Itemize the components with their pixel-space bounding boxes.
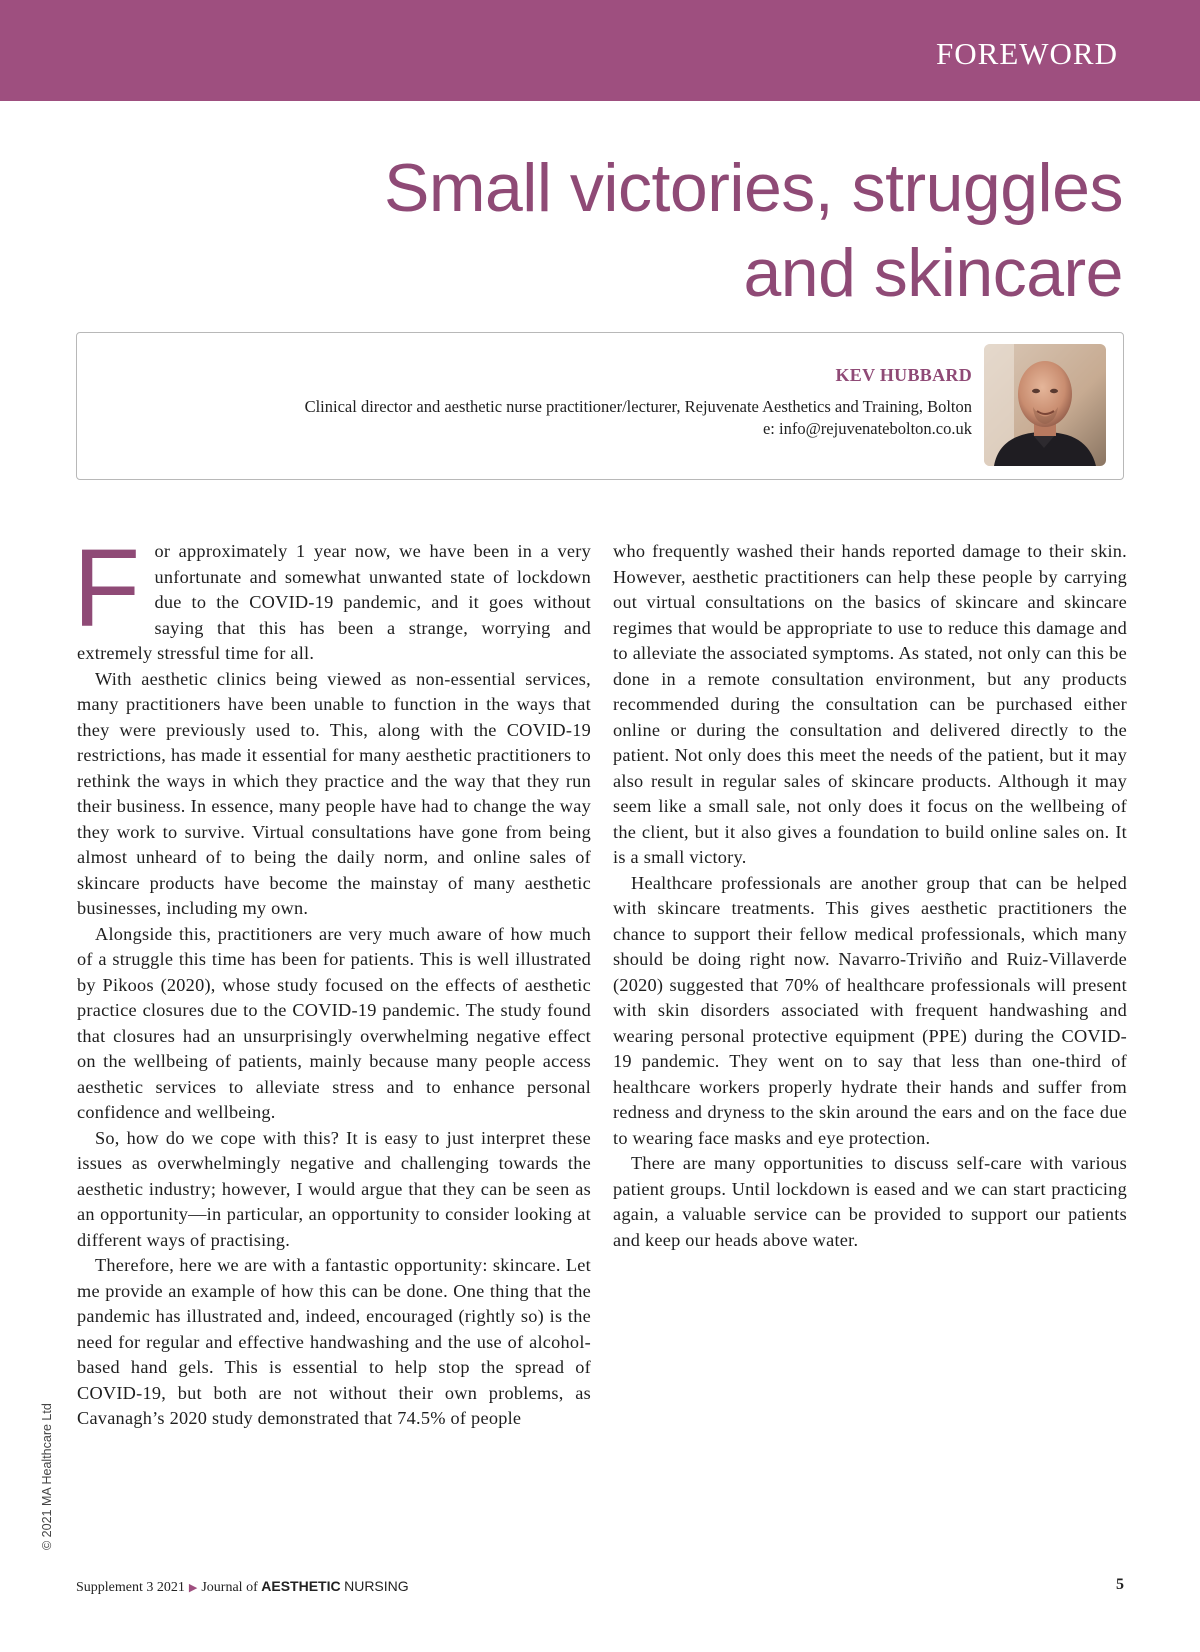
author-box [76, 332, 1124, 480]
paragraph-4: So, how do we cope with this? It is easy to just interpret these issues as overwhelmingly negative and challenging towards the aesthetic industry; however, I would argue that they can be seen as an opportunity—in particular, an opportunity to consider looking at different ways of practising. [77, 1127, 591, 1250]
footer-supplement: Supplement 3 2021 [76, 1580, 185, 1595]
article-title [223, 146, 1123, 316]
author-name: KEV HUBBARD [835, 365, 972, 385]
paragraph-6: who frequently washed their hands reported damage to their skin. However, aesthetic practitioners can help these people by carrying out virtual consultations on the basics of skincare and skincare regimes that would be appropriate to use to reduce this damage and to alleviate the associated symptoms. As stated, not only can this be done in a remote consultation environment, but any products recommended during the consultation can be purchased either online or during the consultation and delivered directly to the patient. Not only does this meet the needs of the patient, but it may also result in regular sales of skincare products. Although it may seem like a small sale, not only does it focus on the wellbeing of the client, but it also gives a foundation to build online sales on. It is a small victory. [613, 541, 1127, 867]
paragraph-8: There are many opportunities to discuss self-care with various patient groups. Until lockdown is eased and we can start practicing again, a valuable service can be provided to support our patients and keep our heads above water. [613, 1153, 1127, 1250]
paragraph-3: Alongside this, practitioners are very much aware of how much of a struggle this time has been for patients. This is well illustrated by Pikoos (2020), whose study focused on the effects of aesthetic practice closures due to the COVID-19 pandemic. The study found that closures had an unsurprisingly overwhelming negative effect on the wellbeing of patients, mainly because many people access aesthetic services to alleviate stress and to enhance personal confidence and wellbeing. [77, 923, 591, 1122]
drop-cap: F [73, 527, 141, 650]
author-portrait-image [984, 344, 1106, 466]
footer [76, 1578, 409, 1596]
right-column [613, 539, 1127, 1253]
paragraph-2: With aesthetic clinics being viewed as non-essential services, many practitioners have been unable to function in the ways that they were previously used to. This, along with the COVID-19 restrictions, has made it essential for many aesthetic practitioners to rethink the ways in which they practice and the way that they run their business. In essence, many people have had to change the way they work to survive. Virtual consultations have gone from being almost unheard of to being the daily norm, and online sales of skincare products have become the mainstay of many aesthetic businesses, including my own. [77, 668, 591, 918]
article-title-line-1: Small victories, struggles [383, 150, 1123, 226]
footer-journal-suffix: NURSING [344, 1578, 409, 1594]
page-number: 5 [1116, 1576, 1124, 1593]
header-band [0, 0, 1200, 101]
paragraph-1 [73, 527, 591, 667]
paragraph-5: Therefore, here we are with a fantastic opportunity: skincare. Let me provide an example of how this can be done. One thing that the pandemic has illustrated and, indeed, encouraged (rightly so) is the need for regular and effective handwashing and the use of alcohol-based hand gels. This is essential to help stop the spread of COVID-19, but both are not without their own problems, as Cavanagh’s 2020 study demonstrated that 74.5% of people [77, 1255, 591, 1428]
author-photo [984, 344, 1106, 466]
section-label: FOREWORD [936, 36, 1118, 71]
left-column [73, 527, 591, 1432]
author-email: e: info@rejuvenatebolton.co.uk [762, 419, 972, 438]
author-role: Clinical director and aesthetic nurse practitioner/lecturer, Rejuvenate Aesthetics and Training, Bolton [304, 397, 972, 416]
article-title-line-2: and skincare [743, 235, 1123, 311]
triangle-right-icon: ▶ [188, 1582, 198, 1594]
footer-journal-brand: AESTHETIC [261, 1578, 341, 1594]
footer-journal-prefix: Journal of [201, 1580, 258, 1595]
paragraph-7: Healthcare professionals are another group that can be helped with skincare treatments. This gives aesthetic practitioners the chance to support their fellow medical professionals, which many should be doing right now. Navarro-Triviño and Ruiz-Villaverde (2020) suggested that 70% of healthcare professionals will present with skin disorders associated with frequent handwashing and wearing personal protective equipment (PPE) during the COVID-19 pandemic. They went on to say that less than one-third of healthcare workers properly hydrate their hands and suffer from redness and dryness to the skin around the ears and on the face due to wearing face masks and eye protection. [613, 872, 1127, 1148]
copyright-notice: © 2021 MA Healthcare Ltd [40, 1403, 54, 1550]
paragraph-1-text: or approximately 1 year now, we have been in a very unfortunate and somewhat unwanted state of lockdown due to the COVID-19 pandemic, and it goes without saying that this has been a strange, worrying and extremely stressful time for all. [77, 541, 591, 663]
